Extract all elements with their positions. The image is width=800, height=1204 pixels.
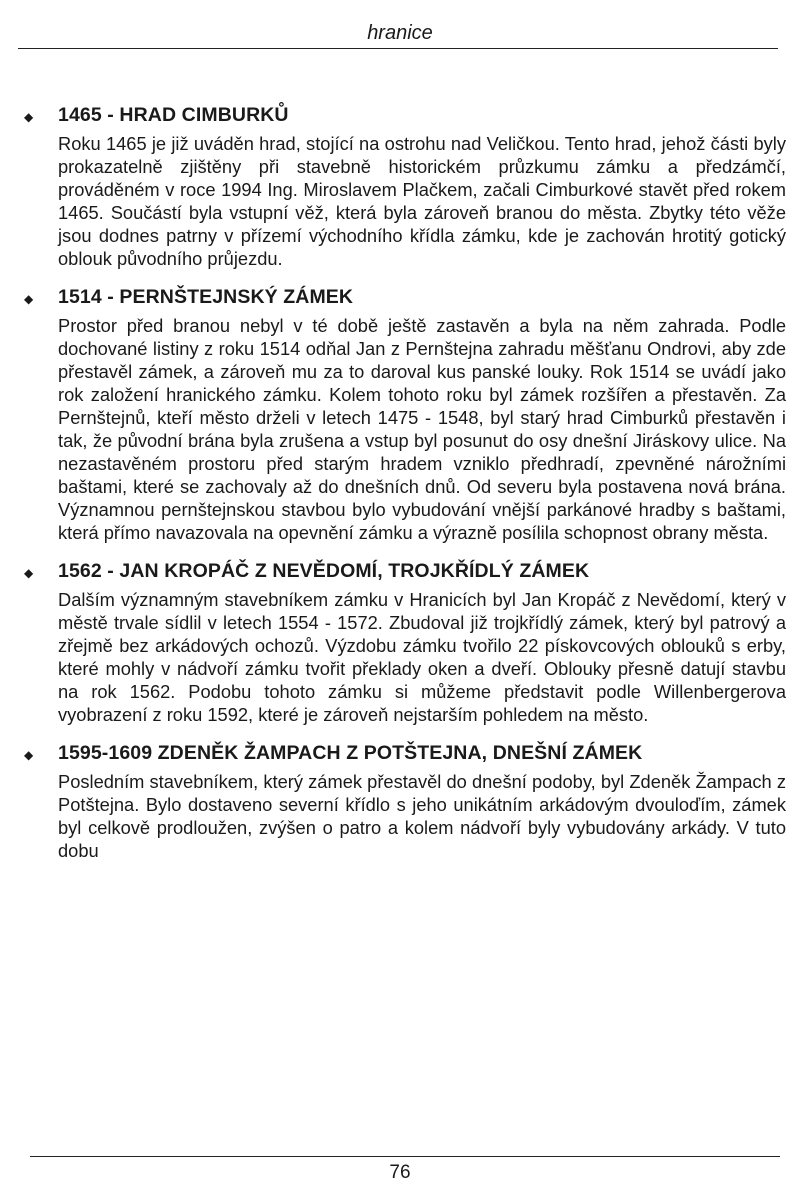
- section-heading: 1465 - HRAD CIMBURKŮ: [58, 104, 289, 126]
- diamond-bullet-icon: ◆: [24, 292, 34, 306]
- section-paragraph: Dalším významným stavebníkem zámku v Hranicích byl Jan Kropáč z Nevědomí, který v městě trvale sídlil v letech 1554 - 1572. Zbudoval již trojkřídlý zámek, který byl patrový a zřejmě bez arkádových ochozů. Výzdobu zámku tvořilo 22 pískovcových oblouků s erby, které mohly v nádvoří zámku tvořit překlady oken a dveří. Oblouky přesně datují stavbu na rok 1562. Podobu tohoto zámku si můžeme představit podle Willenbergerova vyobrazení z roku 1592, které je zároveň nejstarším pohledem na město.: [58, 589, 786, 725]
- section-heading-row: [20, 286, 790, 309]
- section-paragraph: Roku 1465 je již uváděn hrad, stojící na ostrohu nad Veličkou. Tento hrad, jehož části byly prokazatelně zjištěny při stavebně historickém průzkumu zámku a předzámčí, prováděném v roce 1994 Ing. Miroslavem Plačkem, začali Cimburkové stavět před rokem 1465. Součástí byla vstupní věž, která byla zároveň branou do města. Zbytky této věže jsou dodnes patrny v přízemí východního křídla zámku, kde je zachován hrotitý gotický oblouk původního průjezdu.: [58, 133, 786, 269]
- section-heading: 1595-1609 ZDENĚK ŽAMPACH Z POTŠTEJNA, DNEŠNÍ ZÁMEK: [58, 742, 643, 764]
- page-number: 76: [389, 1162, 411, 1183]
- header-rule: [18, 48, 778, 49]
- section-1465: [20, 104, 790, 270]
- running-header: hranice: [367, 22, 433, 44]
- section-heading-row: [20, 104, 790, 127]
- section-1595-1609: [20, 742, 790, 862]
- section-1562: [20, 560, 790, 726]
- footer-rule: [30, 1156, 780, 1157]
- section-paragraph: Prostor před branou nebyl v té době ještě zastavěn a byla na něm zahrada. Podle dochované listiny z roku 1514 odňal Jan z Pernštejna zahradu měšťanu Ondrovi, aby zde přestavěl zámek, a zároveň mu za to daroval kus panské louky. Rok 1514 se uvádí jako rok založení hranického zámku. Kolem tohoto roku byl zámek rozšířen a přestavěn. Za Pernštejnů, kteří město drželi v letech 1475 - 1548, byl starý hrad Cimburků přestavěn i tak, že původní brána byla zrušena a vstup byl posunut do osy dnešní Jiráskovy ulice. Na nezastavěném prostoru před starým hradem vzniklo předhradí, zpevněné nárožními baštami, které se zachovaly až do dnešních dnů. Od severu byla postavena nová brána. Významnou pernštejnskou stavbou bylo vybudování vnější parkánové hradby s baštami, která přímo navazovala na opevnění zámku a výrazně posílila schopnost obrany města.: [58, 315, 786, 543]
- section-heading-row: [20, 742, 790, 765]
- section-heading-row: [20, 560, 790, 583]
- diamond-bullet-icon: ◆: [24, 566, 34, 580]
- section-heading: 1514 - PERNŠTEJNSKÝ ZÁMEK: [58, 286, 354, 308]
- section-1514: [20, 286, 790, 544]
- diamond-bullet-icon: ◆: [24, 748, 34, 762]
- section-heading: 1562 - JAN KROPÁČ Z NEVĚDOMÍ, TROJKŘÍDLÝ ZÁMEK: [58, 560, 590, 582]
- page-content: [20, 104, 790, 878]
- section-paragraph: Posledním stavebníkem, který zámek přestavěl do dnešní podoby, byl Zdeněk Žampach z Potštejna. Bylo dostaveno severní křídlo s jeho unikátním arkádovým dvouloďím, zámek byl celkově prodloužen, zvýšen o patro a kolem nádvoří byly vybudovány arkády. V tuto dobu: [58, 771, 786, 861]
- diamond-bullet-icon: ◆: [24, 110, 34, 124]
